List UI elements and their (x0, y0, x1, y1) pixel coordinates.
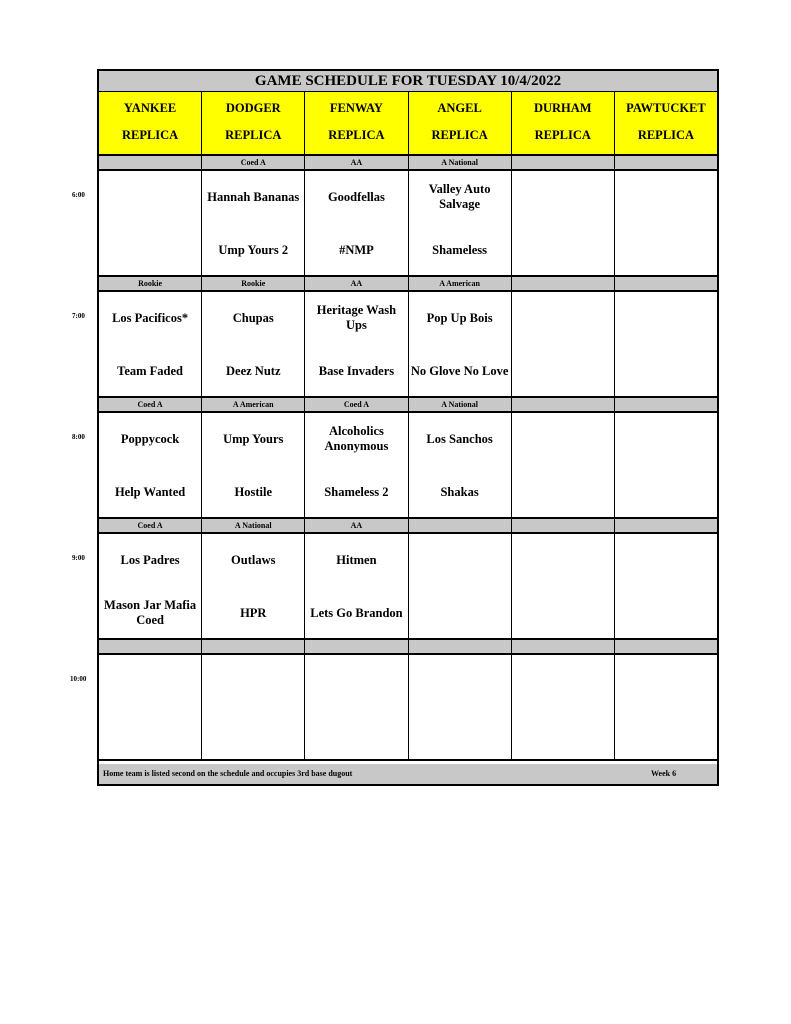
division-label (305, 640, 408, 653)
field-name: DODGER (225, 101, 281, 115)
away-team (615, 300, 717, 336)
home-team (615, 595, 717, 631)
away-team (99, 179, 201, 215)
division-label: A National (409, 398, 512, 411)
away-team (409, 542, 511, 578)
division-label: AA (305, 156, 408, 169)
away-team: Outlaws (231, 552, 276, 567)
division-label (615, 519, 717, 532)
game-cell (305, 413, 408, 517)
field-subtitle: REPLICA (225, 128, 282, 142)
division-label: Rookie (202, 277, 305, 290)
game-cell (99, 171, 202, 275)
game-cell (99, 534, 202, 638)
game-cell (305, 534, 408, 638)
division-label: Coed A (305, 398, 408, 411)
home-team: No Glove No Love (410, 363, 509, 378)
game-cell (409, 413, 512, 517)
home-team: Shameless (432, 242, 488, 257)
away-team: Poppycock (120, 431, 180, 446)
game-cell (305, 292, 408, 396)
home-team: Help Wanted (114, 484, 186, 499)
game-cell (202, 655, 305, 759)
game-row (99, 655, 717, 761)
division-label (512, 640, 615, 653)
division-row (99, 156, 717, 171)
away-team: Alcoholics Anonymous (324, 424, 389, 453)
away-team (615, 663, 717, 699)
field-header-angel (409, 92, 512, 154)
division-label (512, 277, 615, 290)
home-team: Shameless 2 (324, 484, 389, 499)
home-team: Ump Yours 2 (218, 242, 289, 257)
home-team: Lets Go Brandon (310, 605, 403, 620)
away-team: Ump Yours (223, 431, 284, 446)
field-header-fenway (305, 92, 408, 154)
game-cell (202, 171, 305, 275)
division-label (202, 640, 305, 653)
game-cell (512, 413, 615, 517)
division-label (615, 398, 717, 411)
away-team (512, 300, 614, 336)
division-label (512, 156, 615, 169)
division-label (409, 519, 512, 532)
division-label: Coed A (99, 519, 202, 532)
division-label (615, 156, 717, 169)
field-header-dodger (202, 92, 305, 154)
home-team (305, 716, 407, 752)
division-label: Coed A (202, 156, 305, 169)
division-row (99, 640, 717, 655)
away-team (615, 179, 717, 215)
division-row (99, 519, 717, 534)
game-row (99, 413, 717, 519)
home-team (202, 716, 304, 752)
home-team (99, 232, 201, 268)
away-team: Los Padres (120, 552, 180, 567)
away-team (512, 663, 614, 699)
time-label: 10:00 (70, 675, 87, 683)
away-team (512, 179, 614, 215)
home-team: HPR (240, 605, 267, 620)
game-cell (409, 655, 512, 759)
week-label: Week 6 (651, 769, 677, 778)
away-team (409, 663, 511, 699)
field-header-yankee (99, 92, 202, 154)
division-label: Coed A (99, 398, 202, 411)
division-label (615, 640, 717, 653)
division-label: A National (409, 156, 512, 169)
game-cell (615, 292, 717, 396)
field-header-pawtucket (615, 92, 717, 154)
home-team (409, 595, 511, 631)
home-team: Team Faded (117, 363, 184, 378)
home-team (512, 353, 614, 389)
game-cell (512, 655, 615, 759)
home-team (615, 353, 717, 389)
field-name: ANGEL (437, 101, 482, 115)
game-cell (305, 171, 408, 275)
away-team (615, 421, 717, 457)
away-team (512, 421, 614, 457)
game-cell (99, 413, 202, 517)
home-team: Deez Nutz (226, 363, 281, 378)
time-label: 6:00 (72, 191, 85, 199)
division-label: A National (202, 519, 305, 532)
away-team (99, 663, 201, 699)
division-label: Rookie (99, 277, 202, 290)
game-row (99, 292, 717, 398)
home-team (615, 716, 717, 752)
away-team (305, 663, 407, 699)
field-name: PAWTUCKET (626, 101, 706, 115)
game-cell (512, 171, 615, 275)
division-label: AA (305, 277, 408, 290)
home-team: Mason Jar Mafia Coed (104, 598, 197, 627)
game-cell (615, 413, 717, 517)
division-label (99, 156, 202, 169)
home-team: #NMP (339, 242, 374, 257)
away-team: Valley Auto Salvage (428, 182, 491, 211)
home-team (615, 232, 717, 268)
game-cell (202, 534, 305, 638)
home-team: Hostile (234, 484, 272, 499)
division-label (409, 640, 512, 653)
game-cell (615, 171, 717, 275)
home-team (512, 474, 614, 510)
home-team (99, 716, 201, 752)
game-cell (202, 413, 305, 517)
time-label: 7:00 (72, 312, 85, 320)
field-name: DURHAM (533, 101, 592, 115)
game-cell (409, 171, 512, 275)
game-cell (512, 292, 615, 396)
home-team (512, 232, 614, 268)
away-team: Los Pacificos* (112, 310, 189, 325)
division-label: AA (305, 519, 408, 532)
schedule-footer (99, 764, 717, 784)
game-cell (512, 534, 615, 638)
away-team: Los Sanchos (426, 431, 493, 446)
home-team (615, 474, 717, 510)
game-cell (615, 655, 717, 759)
game-cell (409, 534, 512, 638)
home-team (409, 716, 511, 752)
game-cell (99, 655, 202, 759)
game-cell (305, 655, 408, 759)
field-subtitle: REPLICA (431, 128, 488, 142)
time-label: 8:00 (72, 433, 85, 441)
field-subtitle: REPLICA (328, 128, 385, 142)
schedule-sheet (97, 69, 719, 786)
division-label (99, 640, 202, 653)
field-name: FENWAY (329, 101, 383, 115)
game-cell (202, 292, 305, 396)
game-cell (409, 292, 512, 396)
field-name: YANKEE (123, 101, 177, 115)
away-team: Hitmen (336, 552, 377, 567)
field-subtitle: REPLICA (534, 128, 591, 142)
away-team (512, 542, 614, 578)
division-label (512, 398, 615, 411)
away-team (202, 663, 304, 699)
schedule-title: GAME SCHEDULE FOR TUESDAY 10/4/2022 (99, 71, 717, 92)
division-label: A American (409, 277, 512, 290)
time-label: 9:00 (72, 554, 85, 562)
field-subtitle: REPLICA (637, 128, 695, 142)
home-team (512, 595, 614, 631)
field-header-durham (512, 92, 615, 154)
game-cell (615, 534, 717, 638)
field-subtitle: REPLICA (121, 128, 179, 142)
away-team (615, 542, 717, 578)
home-team: Base Invaders (318, 363, 395, 378)
division-label (512, 519, 615, 532)
division-label (615, 277, 717, 290)
game-cell (99, 292, 202, 396)
away-team: Hannah Bananas (207, 189, 300, 204)
division-row (99, 277, 717, 292)
home-team (512, 716, 614, 752)
home-team: Shakas (440, 484, 479, 499)
home-team-note: Home team is listed second on the schedule and occupies 3rd base dugout (103, 769, 353, 778)
away-team: Heritage Wash Ups (316, 303, 397, 332)
away-team: Goodfellas (327, 189, 385, 204)
field-header-row (99, 92, 717, 156)
game-row (99, 171, 717, 277)
division-label: A American (202, 398, 305, 411)
game-row (99, 534, 717, 640)
away-team: Chupas (232, 310, 274, 325)
away-team: Pop Up Bois (426, 310, 493, 325)
division-row (99, 398, 717, 413)
